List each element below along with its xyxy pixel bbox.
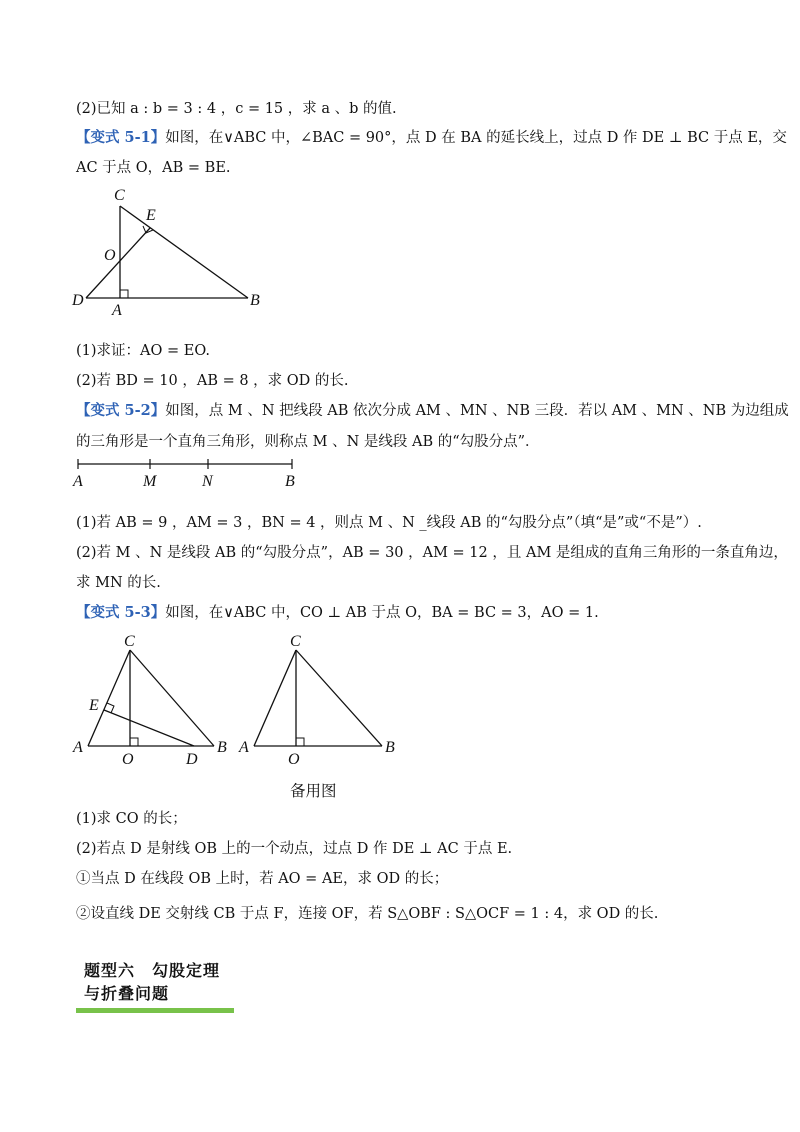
figure-5-3-backup — [236, 630, 406, 770]
text-line-13: (2)若点 D 是射线 OB 上的一个动点，过点 D 作 DE ⊥ AC 于点 E. — [76, 841, 513, 857]
text-line-14: ①当点 D 在线段 OB 上时，若 AO = AE，求 OD 的长； — [76, 871, 449, 887]
fig3-label-d: D — [186, 751, 198, 768]
fig3-label-b: B — [217, 739, 227, 756]
figure-caption: 备用图 — [290, 782, 337, 800]
fig3-label-c: C — [124, 633, 135, 650]
fig1-label-c: C — [114, 187, 125, 204]
text-line-10: 求 MN 的长. — [76, 575, 161, 591]
fig1-label-o: O — [104, 247, 116, 264]
fig1-label-b: B — [250, 292, 260, 309]
fig1-label-d: D — [72, 292, 84, 309]
variant-tag-5-2: 【变式 5-2】 — [76, 402, 166, 419]
fig4-label-o: O — [288, 751, 300, 768]
fig2-label-n: N — [202, 473, 213, 490]
fig3-label-o: O — [122, 751, 134, 768]
section-heading — [76, 958, 236, 1013]
fig4-label-c: C — [290, 633, 301, 650]
figure-5-3 — [70, 630, 240, 770]
fig4-label-b: B — [385, 739, 395, 756]
text-line-6-body: 如图，点 M 、N 把线段 AB 依次分成 AM 、MN 、NB 三段．若以 AM 、MN 、NB 为边组成 — [165, 403, 789, 419]
fig3-label-e: E — [89, 697, 99, 714]
variant-tag-5-3: 【变式 5-3】 — [76, 604, 166, 621]
section-heading-text: 题型六 勾股定理与折叠问题 — [84, 961, 221, 1003]
text-line-9: (2)若 M 、N 是线段 AB 的“勾股分点”，AB = 30 ，AM = 12 ，且 AM 是组成的直角三角形的一条直角边， — [76, 545, 788, 561]
figure-5-2-segment — [70, 456, 310, 492]
fig3-label-a: A — [73, 739, 83, 756]
variant-tag-5-1: 【变式 5-1】 — [76, 129, 166, 146]
text-line-8: (1)若 AB = 9 ，AM = 3 ，BN = 4 ，则点 M 、N _线段 AB 的“勾股分点”（填“是”或“不是”）. — [76, 515, 702, 531]
text-line-1: (2)已知 a : b = 3 : 4 ，c = 15 ，求 a 、b 的值. — [76, 101, 397, 117]
fig4-label-a: A — [239, 739, 249, 756]
text-line-6 — [76, 401, 789, 421]
fig2-label-a: A — [73, 473, 83, 490]
fig1-label-a: A — [112, 302, 122, 319]
text-line-2 — [76, 128, 787, 148]
section-heading-underline — [76, 1008, 234, 1013]
fig2-label-m: M — [143, 473, 157, 490]
text-line-15: ②设直线 DE 交射线 CB 于点 F，连接 OF，若 S△OBF : S△OCF = 1 : 4，求 OD 的长. — [76, 906, 659, 922]
text-line-12: (1)求 CO 的长； — [76, 811, 187, 827]
text-line-11 — [76, 603, 599, 623]
text-line-3: AC 于点 O，AB = BE. — [76, 160, 231, 176]
text-line-5: (2)若 BD = 10 ，AB = 8 ，求 OD 的长. — [76, 373, 349, 389]
text-line-7: 的三角形是一个直角三角形，则称点 M 、N 是线段 AB 的“勾股分点”． — [76, 434, 540, 450]
text-line-11-body: 如图，在∨ABC 中，CO ⊥ AB 于点 O，BA = BC = 3，AO = 1. — [165, 605, 599, 621]
text-line-2-body: 如图，在∨ABC 中，∠BAC = 90°，点 D 在 BA 的延长线上，过点 D 作 DE ⊥ BC 于点 E，交 — [165, 130, 787, 146]
text-line-4: (1)求证：AO = EO. — [76, 343, 210, 359]
fig2-label-b: B — [285, 473, 295, 490]
fig1-label-e: E — [146, 207, 156, 224]
figure-5-1 — [70, 186, 270, 326]
